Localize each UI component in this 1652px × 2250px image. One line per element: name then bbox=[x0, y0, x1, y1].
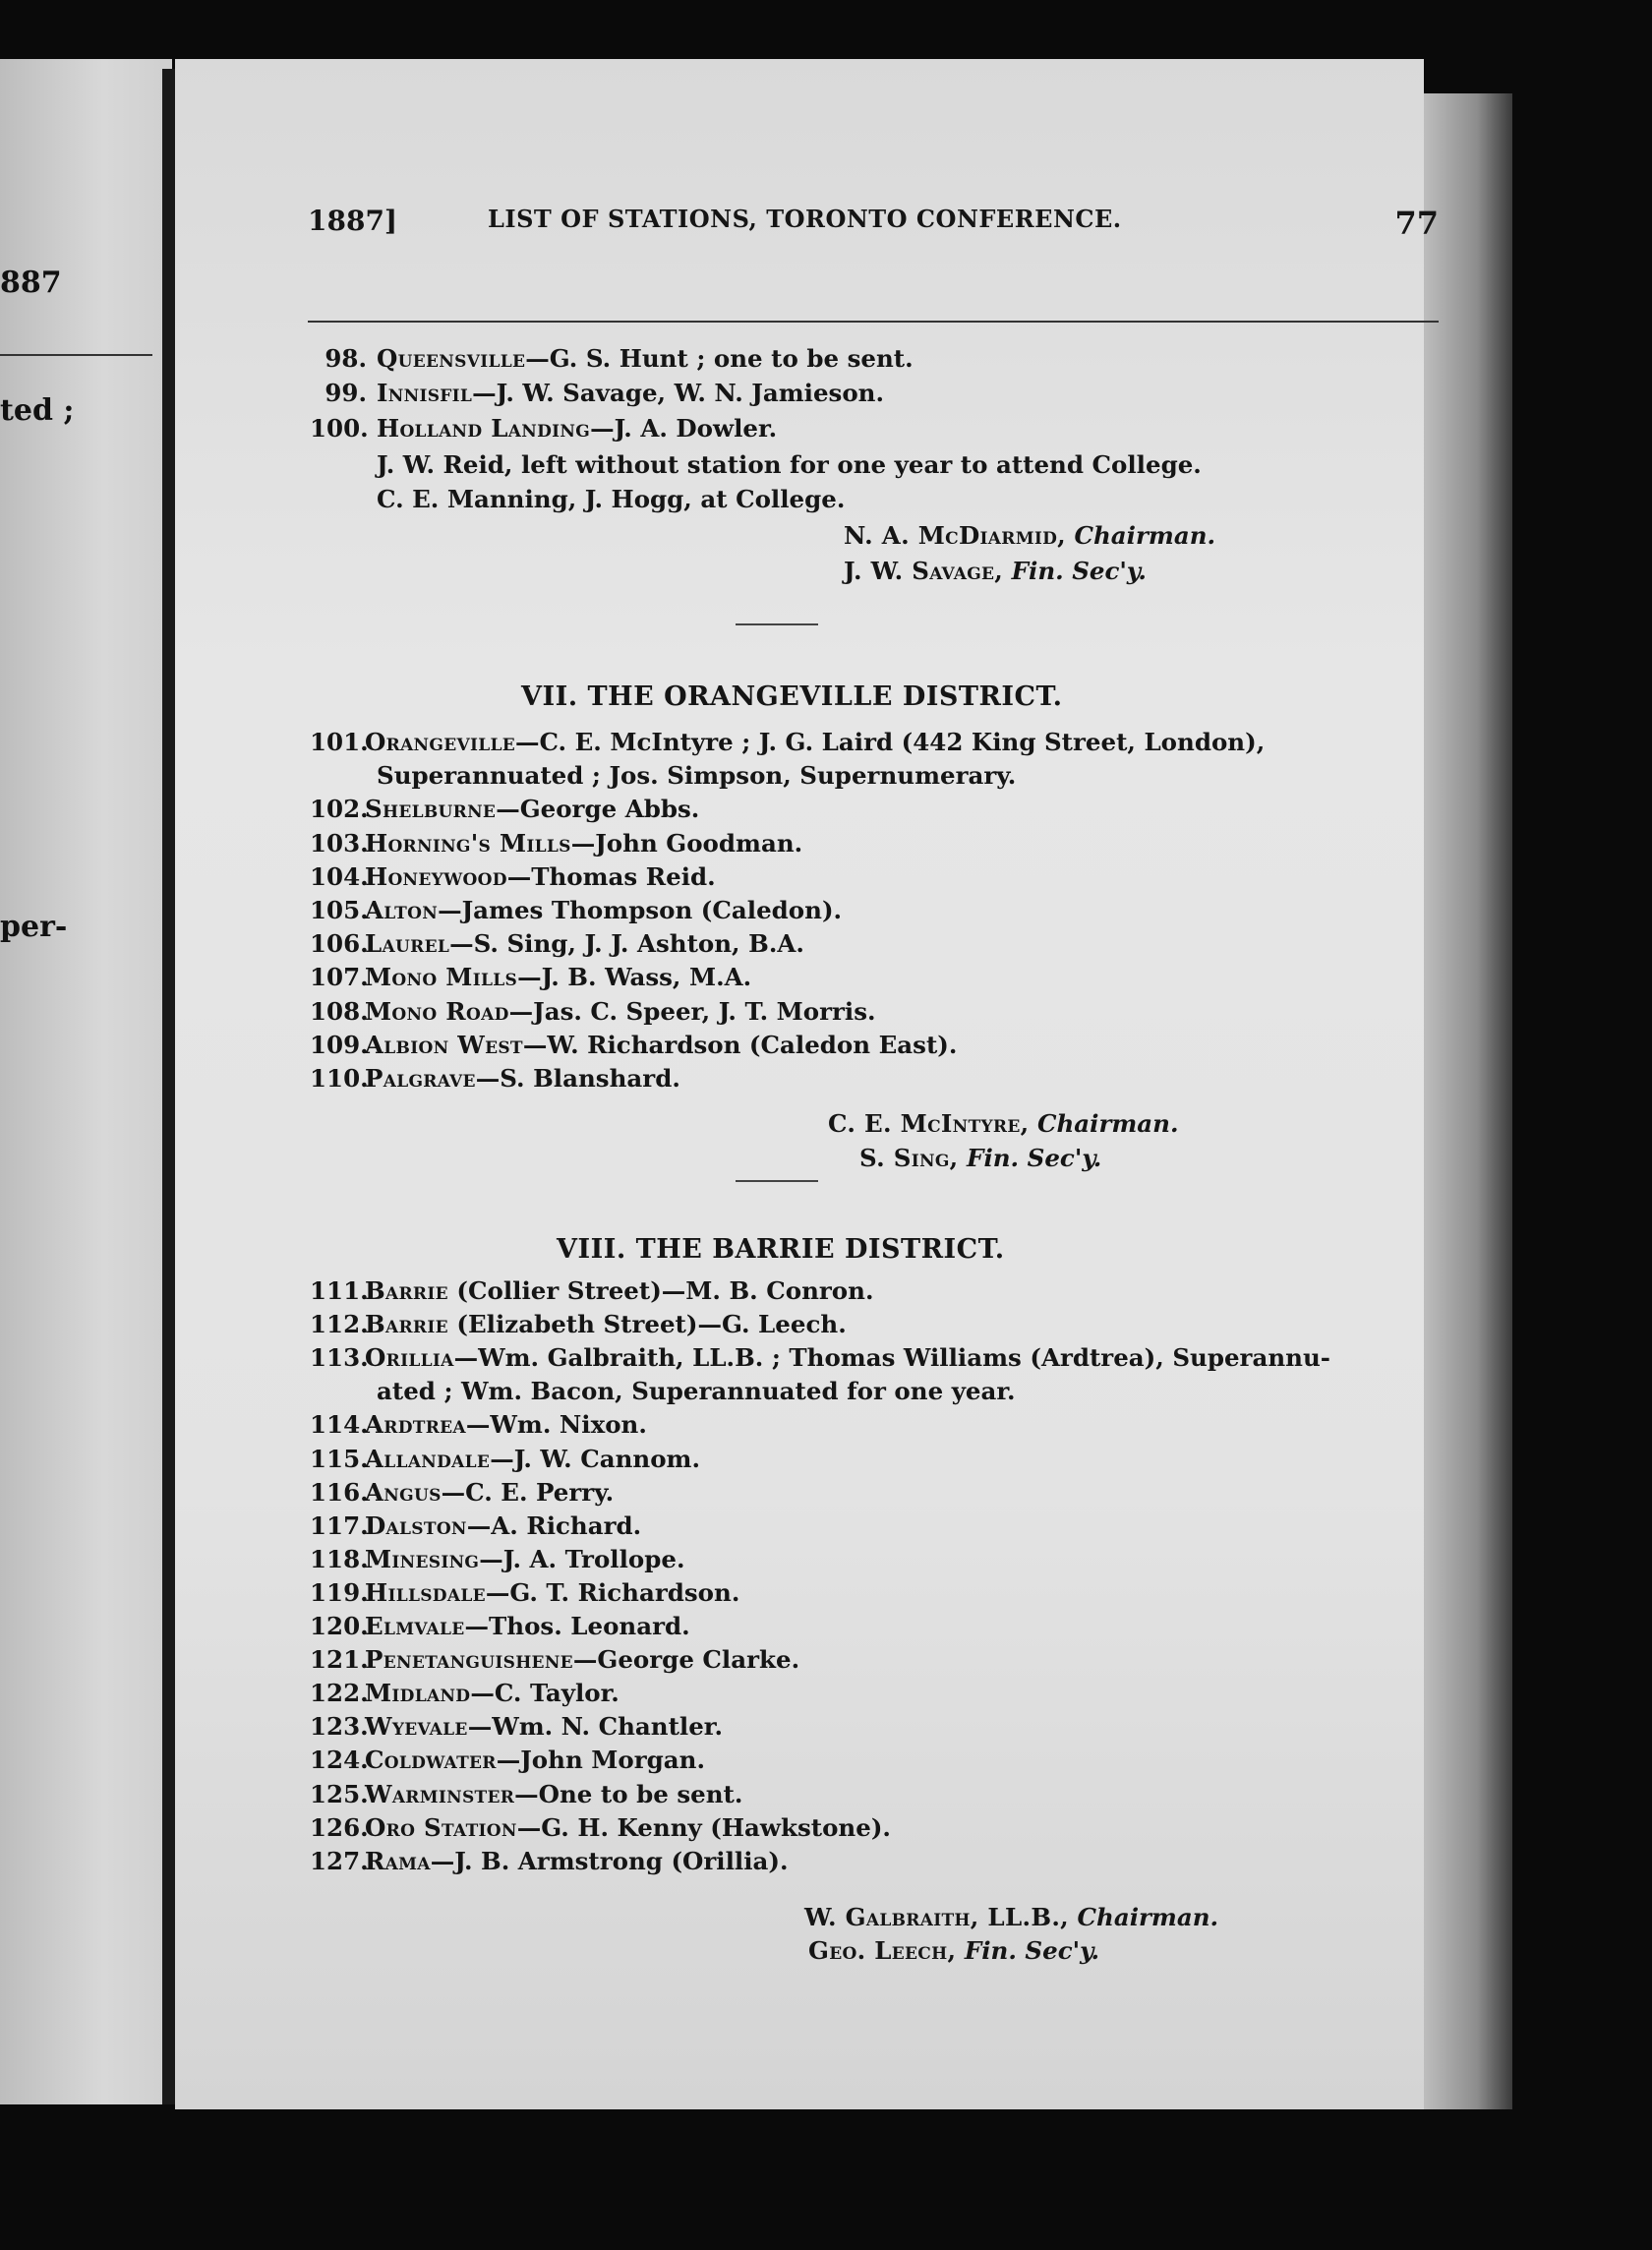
station-ministers: —George Clarke. bbox=[572, 1645, 800, 1675]
station-ministers: —J. B. Armstrong (Orillia). bbox=[430, 1846, 789, 1875]
station-entry bbox=[310, 1276, 873, 1305]
station-ministers: —G. S. Hunt ; one to be sent. bbox=[525, 344, 914, 373]
section-divider bbox=[736, 1180, 818, 1182]
station-ministers: —J. A. Trollope. bbox=[479, 1544, 685, 1573]
chairman-title: Chairman. bbox=[1077, 1903, 1219, 1931]
station-name: Wyevale bbox=[365, 1712, 468, 1742]
station-entry bbox=[310, 862, 716, 891]
station-ministers: —S. Blanshard. bbox=[475, 1064, 680, 1093]
station-name: Mono Mills bbox=[365, 963, 518, 992]
station-entry bbox=[310, 997, 876, 1026]
station-name: Elmvale bbox=[365, 1612, 465, 1640]
chairman-signature bbox=[828, 1109, 1179, 1138]
station-entry bbox=[310, 1679, 620, 1707]
section-divider bbox=[736, 623, 818, 625]
station-name: Queensville bbox=[377, 344, 526, 373]
chairman-name: C. E. McIntyre, bbox=[828, 1109, 1030, 1138]
station-ministers: —J. W. Cannom. bbox=[490, 1444, 700, 1473]
entry-number: 117. bbox=[310, 1510, 369, 1540]
station-entry bbox=[310, 1712, 723, 1741]
station-entry bbox=[310, 344, 914, 373]
station-entry bbox=[310, 1545, 685, 1573]
station-entry bbox=[310, 728, 1265, 756]
station-name: Holland Landing bbox=[377, 414, 591, 443]
station-ministers: (Elizabeth Street)—G. Leech. bbox=[447, 1310, 847, 1339]
station-ministers: —C. Taylor. bbox=[470, 1679, 620, 1708]
page-number: 77 bbox=[1394, 205, 1439, 242]
entry-number: 101. bbox=[310, 728, 369, 756]
note-line: J. W. Reid, left without station for one year to attend College. bbox=[377, 450, 1202, 479]
station-entry-continuation bbox=[377, 761, 1016, 790]
station-ministers: —Jas. C. Speer, J. T. Morris. bbox=[508, 996, 876, 1026]
left-page-fragment: 887 bbox=[0, 266, 62, 300]
entry-number: 113. bbox=[310, 1343, 369, 1373]
district-heading: VIII. THE BARRIE DISTRICT. bbox=[557, 1234, 1005, 1265]
station-ministers: Superannuated ; Jos. Simpson, Supernumerary. bbox=[377, 761, 1017, 791]
station-name: Warminster bbox=[365, 1779, 515, 1808]
station-name: Barrie bbox=[365, 1310, 448, 1339]
header-title: LIST OF STATIONS, TORONTO CONFERENCE. bbox=[488, 205, 1122, 233]
entry-number: 106. bbox=[310, 929, 369, 959]
station-ministers: —Wm. N. Chantler. bbox=[467, 1712, 723, 1742]
entry-number: 124. bbox=[310, 1746, 369, 1775]
station-entry bbox=[310, 1410, 647, 1439]
entry-number: 99. bbox=[324, 379, 367, 407]
station-name: Palgrave bbox=[365, 1064, 476, 1093]
station-ministers: —Wm. Galbraith, LL.B. ; Thomas Williams (Ardtrea), Superannu- bbox=[453, 1343, 1330, 1373]
station-name: Shelburne bbox=[365, 795, 497, 824]
entry-number: 115. bbox=[310, 1444, 369, 1473]
entry-number: 125. bbox=[310, 1779, 369, 1808]
station-ministers: —James Thompson (Caledon). bbox=[438, 896, 843, 924]
station-ministers: —J. W. Savage, W. N. Jamieson. bbox=[472, 379, 885, 407]
entry-number: 108. bbox=[310, 996, 369, 1026]
station-ministers: —One to be sent. bbox=[514, 1779, 743, 1808]
entry-number: 98. bbox=[324, 344, 367, 373]
station-ministers: —S. Sing, J. J. Ashton, B.A. bbox=[449, 929, 804, 959]
chairman-signature bbox=[844, 521, 1215, 550]
station-name: Dalston bbox=[365, 1510, 467, 1540]
entry-number: 110. bbox=[310, 1064, 369, 1093]
station-ministers: —G. H. Kenny (Hawkstone). bbox=[516, 1812, 891, 1842]
station-entry bbox=[310, 1031, 957, 1059]
station-name: Penetanguishene bbox=[365, 1645, 573, 1675]
entry-number: 116. bbox=[310, 1477, 369, 1507]
entry-number: 102. bbox=[310, 795, 369, 824]
entry-number: 126. bbox=[310, 1812, 369, 1842]
station-name: Angus bbox=[365, 1477, 442, 1507]
station-name: Allandale bbox=[365, 1444, 491, 1473]
entry-number: 111. bbox=[310, 1276, 369, 1305]
entry-number: 122. bbox=[310, 1679, 369, 1708]
station-name: Hillsdale bbox=[365, 1577, 486, 1607]
entry-number: 127. bbox=[310, 1846, 369, 1875]
left-page-fragment: per- bbox=[0, 910, 68, 944]
entry-number: 119. bbox=[310, 1577, 369, 1607]
secretary-signature bbox=[808, 1936, 1099, 1965]
district-heading: VII. THE ORANGEVILLE DISTRICT. bbox=[521, 681, 1063, 712]
station-ministers: —John Morgan. bbox=[496, 1746, 706, 1775]
station-name: Coldwater bbox=[365, 1746, 497, 1775]
station-name: Oro Station bbox=[365, 1812, 517, 1842]
header-year: 1887] bbox=[308, 205, 398, 237]
station-name: Midland bbox=[365, 1679, 471, 1708]
station-entry bbox=[310, 1780, 742, 1808]
station-entry bbox=[310, 1511, 641, 1540]
secretary-title: Fin. Sec'y. bbox=[1011, 557, 1147, 585]
station-entry bbox=[310, 1445, 700, 1473]
station-ministers: (Collier Street)—M. B. Conron. bbox=[447, 1276, 874, 1305]
station-name: Albion West bbox=[365, 1030, 523, 1059]
entry-number: 104. bbox=[310, 861, 369, 891]
left-page-rule bbox=[0, 354, 152, 356]
station-ministers: —W. Richardson (Caledon East). bbox=[522, 1030, 958, 1059]
entry-number: 109. bbox=[310, 1030, 369, 1059]
station-ministers: —C. E. McIntyre ; J. G. Laird (442 King Street, London), bbox=[514, 728, 1266, 756]
station-name: Alton bbox=[365, 896, 439, 924]
header-rule bbox=[308, 321, 1439, 323]
station-ministers: —Wm. Nixon. bbox=[465, 1410, 647, 1440]
station-name: Barrie bbox=[365, 1276, 448, 1305]
left-facing-page bbox=[0, 59, 172, 2104]
station-entry bbox=[310, 1645, 799, 1674]
entry-number: 105. bbox=[310, 896, 369, 924]
chairman-name: W. Galbraith, LL.B., bbox=[804, 1903, 1069, 1931]
running-header bbox=[308, 205, 1439, 264]
station-name: Innisfil bbox=[377, 379, 473, 407]
station-name: Honeywood bbox=[365, 861, 507, 891]
secretary-signature bbox=[859, 1144, 1101, 1172]
station-ministers: —George Abbs. bbox=[496, 795, 700, 824]
station-name: Minesing bbox=[365, 1544, 480, 1573]
station-name: Laurel bbox=[365, 929, 450, 959]
entry-number: 121. bbox=[310, 1645, 369, 1675]
entry-number: 123. bbox=[310, 1712, 369, 1742]
station-entry-continuation bbox=[377, 1377, 1016, 1405]
station-ministers: ated ; Wm. Bacon, Superannuated for one year. bbox=[377, 1377, 1016, 1406]
station-ministers: —John Goodman. bbox=[570, 828, 803, 858]
chairman-name: N. A. McDiarmid, bbox=[844, 521, 1066, 550]
station-name: Orangeville bbox=[365, 728, 515, 756]
station-entry bbox=[310, 414, 777, 443]
station-entry bbox=[310, 1746, 705, 1774]
chairman-title: Chairman. bbox=[1074, 521, 1216, 550]
secretary-signature bbox=[844, 557, 1147, 585]
station-name: Horning's Mills bbox=[365, 828, 571, 858]
station-ministers: —Thos. Leonard. bbox=[464, 1612, 690, 1640]
entry-number: 112. bbox=[310, 1310, 369, 1339]
station-ministers: —G. T. Richardson. bbox=[485, 1577, 740, 1607]
entry-number: 120. bbox=[310, 1612, 369, 1640]
station-name: Orillia bbox=[365, 1343, 454, 1373]
station-ministers: —C. E. Perry. bbox=[441, 1477, 615, 1507]
station-entry bbox=[310, 1478, 614, 1507]
station-entry bbox=[310, 795, 699, 823]
station-entry bbox=[310, 1847, 789, 1875]
station-entry bbox=[310, 929, 804, 958]
station-ministers: —J. A. Dowler. bbox=[590, 414, 778, 443]
station-name: Mono Road bbox=[365, 996, 509, 1026]
secretary-title: Fin. Sec'y. bbox=[964, 1936, 1100, 1965]
station-name: Rama bbox=[365, 1846, 431, 1875]
station-entry bbox=[310, 379, 884, 407]
note-line: C. E. Manning, J. Hogg, at College. bbox=[377, 485, 846, 513]
secretary-title: Fin. Sec'y. bbox=[967, 1144, 1102, 1172]
entry-number: 114. bbox=[310, 1410, 369, 1440]
station-entry bbox=[310, 1578, 739, 1607]
secretary-name: Geo. Leech, bbox=[808, 1936, 957, 1965]
station-entry bbox=[310, 963, 751, 991]
station-ministers: —Thomas Reid. bbox=[506, 861, 716, 891]
station-entry bbox=[310, 1343, 1330, 1372]
page-edge bbox=[1424, 93, 1512, 2109]
station-entry bbox=[310, 1310, 847, 1338]
station-entry bbox=[310, 829, 802, 858]
entry-number: 118. bbox=[310, 1544, 369, 1573]
entry-number: 107. bbox=[310, 963, 369, 992]
secretary-name: S. Sing, bbox=[859, 1144, 959, 1172]
left-page-fragment: ted ; bbox=[0, 393, 75, 428]
station-name: Ardtrea bbox=[365, 1410, 466, 1440]
station-ministers: —J. B. Wass, M.A. bbox=[517, 963, 752, 992]
station-entry bbox=[310, 1064, 680, 1093]
station-entry bbox=[310, 1813, 891, 1842]
chairman-title: Chairman. bbox=[1036, 1109, 1179, 1138]
chairman-signature bbox=[804, 1903, 1218, 1931]
station-ministers: —A. Richard. bbox=[466, 1510, 642, 1540]
secretary-name: J. W. Savage, bbox=[844, 557, 1004, 585]
station-entry bbox=[310, 1612, 690, 1640]
entry-number: 100. bbox=[310, 414, 369, 443]
station-entry bbox=[310, 896, 842, 924]
entry-number: 103. bbox=[310, 828, 369, 858]
